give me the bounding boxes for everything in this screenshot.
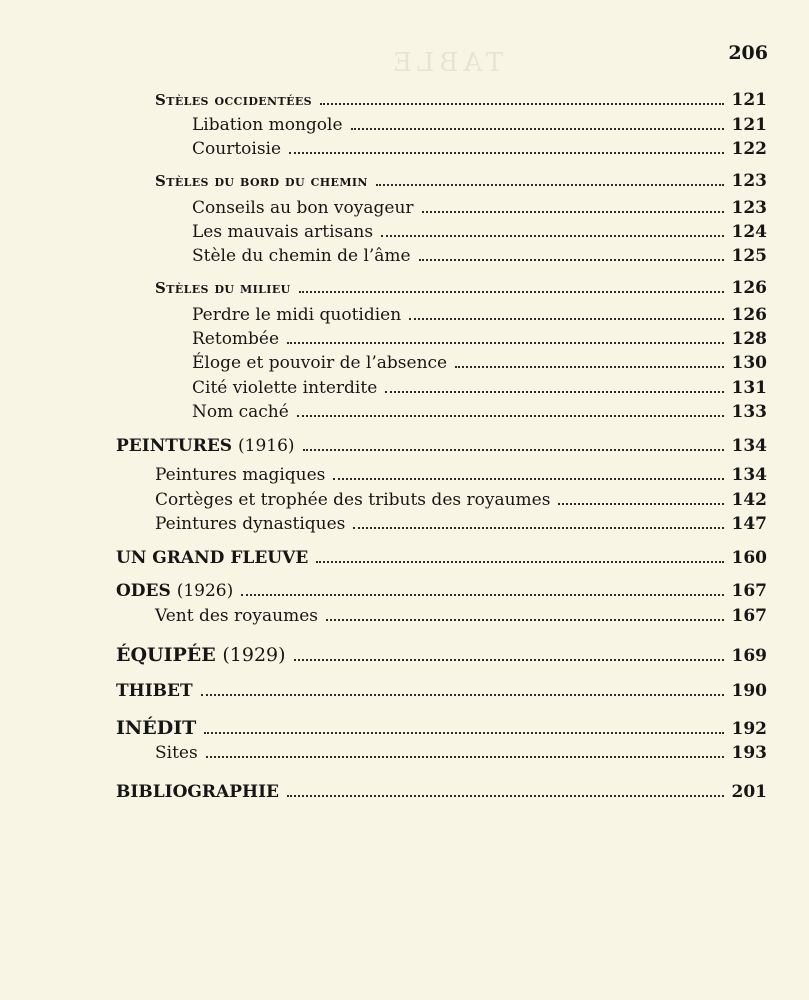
entry-page: 134: [731, 465, 767, 485]
entry-title: Les mauvais artisans: [192, 222, 374, 242]
entry-page: 122: [731, 139, 767, 159]
toc-entry: [192, 197, 767, 221]
dot-leader: [419, 259, 724, 261]
toc-entry-part: [116, 435, 767, 459]
part-year: (1916): [238, 436, 295, 456]
entry-title: THIBET: [116, 681, 193, 701]
entry-page: 124: [731, 222, 767, 242]
entry-title: Cortèges et trophée des tributs des royaumes: [155, 490, 551, 510]
entry-page: 131: [731, 378, 767, 398]
entry-page: 169: [731, 646, 767, 666]
dot-leader: [409, 318, 723, 320]
entry-page: 123: [731, 198, 767, 218]
entry-page: 123: [731, 171, 767, 191]
entry-page: 121: [731, 115, 767, 135]
dot-leader: [287, 342, 723, 344]
dot-leader: [381, 235, 723, 237]
entry-title: INÉDIT: [116, 717, 197, 739]
dot-leader: [422, 211, 724, 213]
dot-leader: [376, 184, 724, 186]
toc-entry: [155, 513, 767, 537]
entry-page: 147: [731, 514, 767, 534]
entry-title: Cité violette interdite: [192, 378, 378, 398]
entry-title: Stèles occidentées: [155, 91, 313, 109]
dot-leader: [299, 291, 724, 293]
toc-entry-part: [116, 547, 767, 571]
toc-entry: [192, 138, 767, 162]
entry-title: Nom caché: [192, 402, 289, 422]
dot-leader: [316, 561, 723, 563]
toc-entry-part: [116, 644, 767, 668]
toc-entry: [192, 328, 767, 352]
dot-leader: [241, 594, 723, 596]
entry-title: Perdre le midi quotidien: [192, 305, 402, 325]
part-name: PEINTURES: [116, 436, 233, 456]
entry-page: 201: [731, 782, 767, 802]
dot-leader: [294, 659, 724, 661]
entry-title: Stèles du bord du chemin: [155, 172, 368, 190]
entry-title: Libation mongole: [192, 115, 343, 135]
part-name: ÉQUIPÉE: [116, 644, 216, 666]
dot-leader: [320, 103, 723, 105]
entry-page: 133: [731, 402, 767, 422]
entry-page: 167: [731, 581, 767, 601]
entry-page: 142: [731, 490, 767, 510]
show-through-heading: TABLE: [388, 48, 504, 78]
toc-entry: [192, 221, 767, 245]
entry-title: Retombée: [192, 329, 280, 349]
dot-leader: [303, 449, 724, 451]
dot-leader: [201, 694, 724, 696]
entry-title: Conseils au bon voyageur: [192, 198, 414, 218]
entry-page: 160: [731, 548, 767, 568]
toc-entry: [155, 489, 767, 513]
entry-page: 192: [731, 719, 767, 739]
toc-entry-part: [116, 781, 767, 805]
part-year: (1929): [222, 644, 286, 666]
part-year: (1926): [176, 581, 234, 601]
dot-leader: [297, 415, 724, 417]
toc-entry: [192, 304, 767, 328]
entry-title: Stèles du milieu: [155, 279, 291, 297]
dot-leader: [333, 478, 723, 480]
entry-page: 193: [731, 743, 767, 763]
entry-title: Peintures magiques: [155, 465, 326, 485]
entry-page: 167: [731, 606, 767, 626]
dot-leader: [287, 795, 724, 797]
toc-entry-section: [155, 277, 767, 301]
toc-entry-part: [116, 580, 767, 604]
entry-title: Stèle du chemin de l’âme: [192, 246, 411, 266]
dot-leader: [385, 391, 723, 393]
entry-title: Courtoisie: [192, 139, 282, 159]
entry-page: 128: [731, 329, 767, 349]
dot-leader: [326, 619, 724, 621]
dot-leader: [351, 128, 724, 130]
entry-title: [116, 435, 295, 457]
toc-entry-section: [155, 170, 767, 194]
toc-entry: [192, 401, 767, 425]
entry-page: 126: [731, 305, 767, 325]
entry-page: 121: [731, 90, 767, 110]
toc-entry: [155, 742, 767, 766]
toc-entry: [192, 114, 767, 138]
entry-page: 125: [731, 246, 767, 266]
entry-title: BIBLIOGRAPHIE: [116, 782, 279, 802]
toc-entry: [192, 377, 767, 401]
toc-entry: [155, 605, 767, 629]
entry-page: 126: [731, 278, 767, 298]
toc-entry: [192, 245, 767, 269]
dot-leader: [204, 732, 723, 734]
page-number: 206: [728, 42, 768, 64]
entry-title: [116, 644, 286, 666]
toc-entry-section: [155, 89, 767, 113]
dot-leader: [206, 756, 724, 758]
part-name: ODES: [116, 581, 171, 601]
entry-title: Peintures dynastiques: [155, 514, 346, 534]
dot-leader: [353, 527, 723, 529]
toc-entry-part: [116, 717, 767, 741]
entry-title: Vent des royaumes: [155, 606, 318, 626]
entry-page: 134: [731, 436, 767, 456]
toc-entry-part: [116, 680, 767, 704]
toc-entry: [155, 464, 767, 488]
entry-title: UN GRAND FLEUVE: [116, 548, 309, 568]
toc-entry: [192, 352, 767, 376]
entry-title: Éloge et pouvoir de l’absence: [192, 353, 448, 373]
dot-leader: [558, 503, 723, 505]
entry-title: [116, 580, 233, 602]
dot-leader: [455, 366, 723, 368]
entry-title: Sites: [155, 743, 198, 763]
entry-page: 190: [731, 681, 767, 701]
dot-leader: [289, 152, 723, 154]
entry-page: 130: [731, 353, 767, 373]
